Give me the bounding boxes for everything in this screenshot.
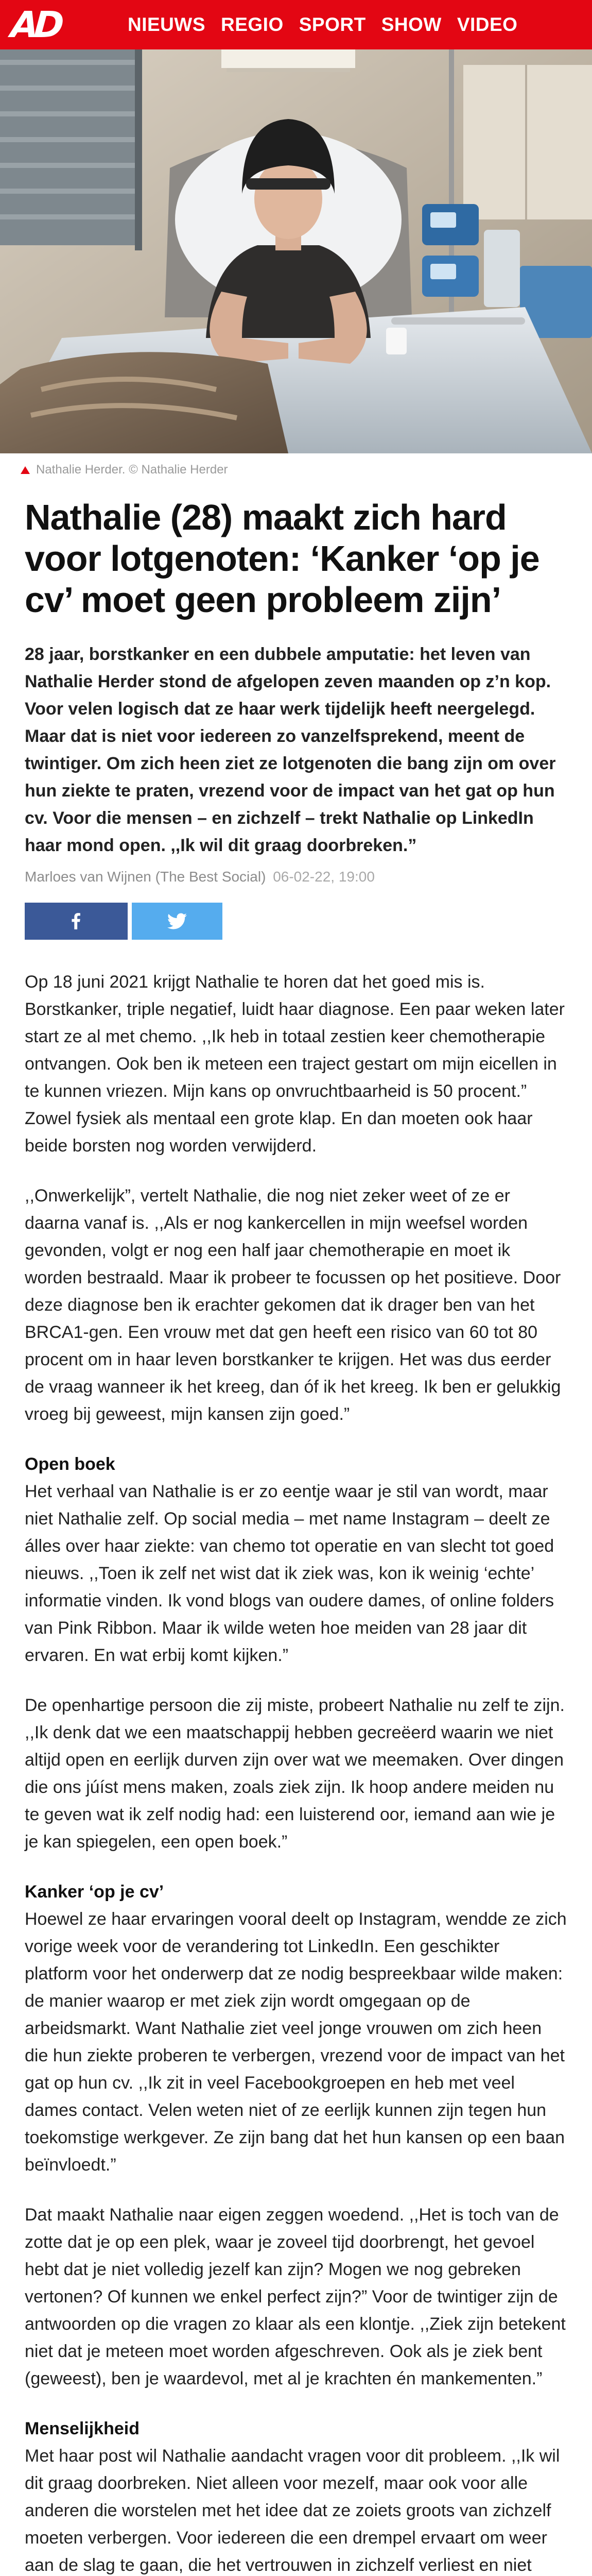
share-twitter-button[interactable] (132, 903, 222, 940)
subheading-kanker-op-je-cv: Kanker ‘op je cv’ (25, 1882, 164, 1902)
photo-caption (21, 461, 567, 479)
article-paragraph: De openhartige persoon die zij miste, probeert Nathalie nu zelf te zijn. ,,Ik denk dat we een maatschappij hebben gecreëerd waarin we niet altijd open en eerlijk durven zijn over wat we meemaken. Over dingen die ons júíst mens maken, zoals ziek zijn. Ik hoop andere meiden nu te geven wat ik zelf nodig had: een luisterend oor, iemand aan wie je je kan spiegelen, een open boek.” (25, 1696, 565, 1852)
nav-item-video[interactable]: VIDEO (457, 14, 518, 35)
article-byline (25, 867, 567, 887)
photo-ceiling-lamp (221, 49, 355, 72)
article-paragraph: Op 18 juni 2021 krijgt Nathalie te horen dat het goed mis is. Borstkanker, triple negatief, luidt haar diagnose. Een paar weken later start ze al met chemo. ,,Ik heb in totaal zestien keer chemotherapie ontvangen. Ook ben ik meteen een traject gestart om mijn eicellen in te kunnen vriezen. Mijn kans op onvruchtbaarheid is 50 procent.” Zowel fysiek als mentaal een grote klap. En dan moeten ook haar beide borsten nog worden verwijderd. (25, 972, 565, 1156)
photo-caption-text: Nathalie Herder. © Nathalie Herder (36, 463, 228, 477)
nav-item-regio[interactable]: REGIO (221, 14, 284, 35)
nav-item-show[interactable]: SHOW (381, 14, 442, 35)
photo-cabinet (463, 65, 592, 219)
twitter-icon (167, 911, 187, 931)
photo-window (0, 49, 142, 250)
article-paragraph: ,,Onwerkelijk”, vertelt Nathalie, die nog niet zeker weet of ze er daarna vanaf is. ,,Als er nog kankercellen in mijn weefsel worden gevonden, volgt er nog een half jaar chemotherapie en moet ik worden bestraald. Maar ik probeer te focussen op het positieve. Door deze diagnose ben ik erachter gekomen dat ik drager ben van het BRCA1-gen. Een vrouw met dat gen heeft een risico van 60 tot 80 procent om in haar leven borstkanker te krijgen. Het was dus eerder de vraag wanneer ik het kreeg, dan óf ik het kreeg. Ik ben er gelukkig vroeg bij geweest, mijn kansen zijn goed.” (25, 1186, 561, 1424)
facebook-icon (66, 911, 86, 931)
subheading-menselijkheid: Menselijkheid (25, 2419, 140, 2438)
nav-item-sport[interactable]: SPORT (299, 14, 366, 35)
article-photo[interactable] (0, 49, 592, 453)
caption-triangle-icon (21, 466, 30, 474)
article-paragraph: Dat maakt Nathalie naar eigen zeggen woedend. ,,Het is toch van de zotte dat je op een plek, waar je zoveel tijd doorbrengt, het gevoel hebt dat je niet volledig jezelf kan zijn? Mogen we nog gebreken vertonen? Of kunnen we enkel perfect zijn?” Voor de twintiger zijn de antwoorden op die vragen zo klaar als een klontje. ,,Ziek zijn betekent niet dat je meteen moet worden afgeschreven. Ook als je ziek bent (geweest), ben je waardevol, met al je krachten én mankementen.” (25, 2205, 566, 2388)
article-date: 06-02-22, 19:00 (273, 869, 375, 885)
article-author: Marloes van Wijnen (The Best Social) (25, 869, 266, 885)
article-paragraph: Het verhaal van Nathalie is er zo eentje waar je stil van wordt, maar niet Nathalie zelf. Op social media – met name Instagram – deelt ze álles over haar ziekte: van chemo tot operatie en van slecht tot goed nieuws. ,,Toen ik zelf net wist dat ik ziek was, kon ik weinig ‘echte’ informatie vinden. Ik vond blogs van oudere dames, of online folders van Pink Ribbon. Maar ik wilde weten hoe meiden van 28 jaar dit ervaren. En wat erbij komt kijken.” (25, 1482, 554, 1665)
article-paragraph: Hoewel ze haar ervaringen vooral deelt op Instagram, wendde ze zich vorige week voor de verandering tot LinkedIn. Een geschikter platform voor het onderwerp dat ze nodig bespreekbaar wilde maken: de manier waarop er met ziek zijn wordt omgegaan op de arbeidsmarkt. Want Nathalie ziet veel jonge vrouwen om zich heen die hun ziekte proberen te verbergen, vrezend voor de impact van het gat op hun cv. ,,Ik zit in veel Facebookgroepen en heb met veel dames contact. Velen weten niet of ze eerlijk kunnen zijn tegen hun toekomstige werkgever. Ze zijn bang dat het hun kansen op een baan beïnvloedt.” (25, 1909, 567, 2175)
article-paragraph: Met haar post wil Nathalie aandacht vragen voor dit probleem. ,,Ik wil dit graag doorbreken. Niet alleen voor mezelf, maar ook voor alle anderen die worstelen met het idee dat ze zoiets groots van zichzelf moeten verbergen. Voor iedereen die een drempel ervaart om weer aan de slag te gaan, die het vertrouwen in zichzelf verliest en niet (25, 2446, 560, 2575)
photo-blanket (0, 352, 288, 453)
ad-logo-text: AD (9, 4, 61, 46)
nav-item-nieuws[interactable]: NIEUWS (128, 14, 205, 35)
subheading-open-boek: Open boek (25, 1454, 115, 1474)
photo-cup (386, 328, 407, 354)
ad-logo[interactable] (6, 0, 64, 49)
main-nav (128, 0, 517, 49)
article-title: Nathalie (28) maakt zich hard voor lotgenoten: ‘Kanker ‘op je cv’ moet geen probleem zijn’ (25, 497, 539, 620)
article-photo-image (0, 49, 592, 453)
share-facebook-button[interactable] (25, 903, 128, 940)
share-buttons (25, 903, 567, 940)
article-body (25, 969, 567, 2576)
top-navigation-bar (0, 0, 592, 49)
article-lead: 28 jaar, borstkanker en een dubbele amputatie: het leven van Nathalie Herder stond de afgelopen zeven maanden op z’n kop. Voor velen logisch dat ze haar werk tijdelijk heeft neergelegd. Maar dat is niet voor iedereen zo vanzelfsprekend, meent de twintiger. Om zich heen ziet ze lotgenoten die bang zijn om over hun ziekte te praten, vrezend voor de impact van het gat op hun cv. Voor die mensen – en zichzelf – trekt Nathalie op LinkedIn haar mond open. ,,Ik wil dit graag doorbreken.” (25, 645, 556, 855)
